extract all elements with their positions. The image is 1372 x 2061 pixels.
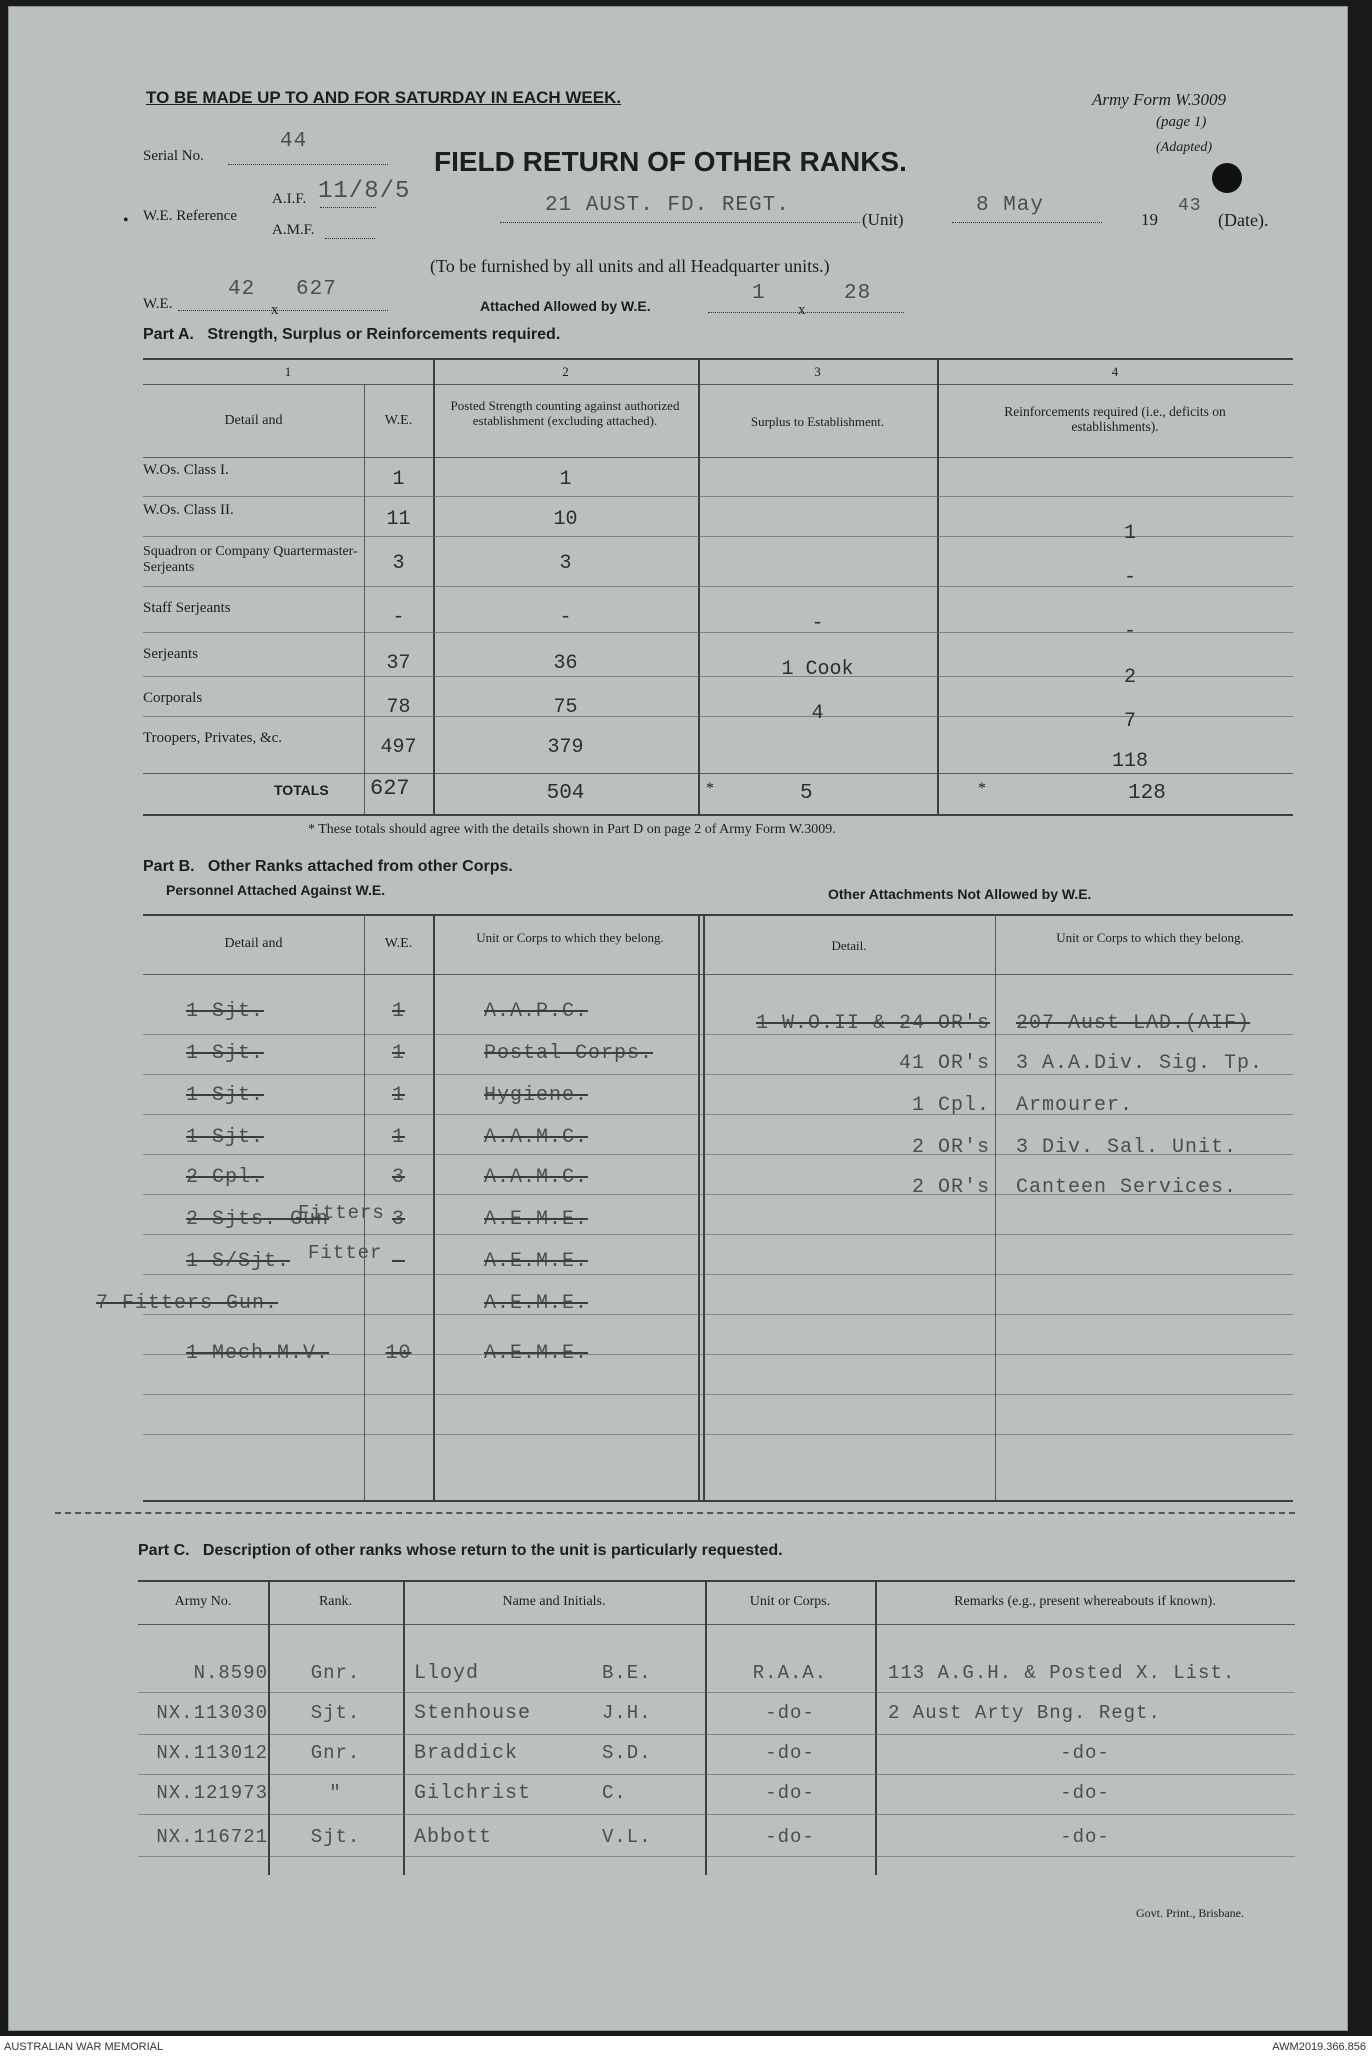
b-header-unit2: Unit or Corps to which they belong. xyxy=(1056,930,1244,945)
army-number: NX.113012 xyxy=(156,1742,268,1764)
row-we-value: 11 xyxy=(386,508,411,531)
surname: Stenhouse xyxy=(414,1702,532,1725)
attached-unit: A.E.M.E. xyxy=(484,1292,589,1315)
fitters-note-2: Fitter xyxy=(308,1242,383,1264)
serial-label: Serial No. xyxy=(143,148,204,164)
header-surplus: Surplus to Establishment. xyxy=(750,414,885,429)
attached-detail: 1 Sjt. xyxy=(186,1042,265,1065)
attached-detail: 1 Sjt. xyxy=(186,1084,265,1107)
attached-unit: Postal Corps. xyxy=(484,1042,654,1065)
row-posted-value: 379 xyxy=(547,736,584,759)
other-attachment-unit: Canteen Services. xyxy=(1016,1176,1238,1199)
row-rule xyxy=(138,1774,1295,1775)
date-label: (Date). xyxy=(1218,210,1269,230)
attached-we: 1 xyxy=(391,1042,405,1065)
row-reinforcement-value: - xyxy=(1123,620,1136,643)
unit-or-corps: -do- xyxy=(765,1826,815,1848)
bullet-dot: • xyxy=(123,212,129,229)
army-number: N.8590 xyxy=(193,1662,268,1684)
unit-or-corps: -do- xyxy=(765,1702,815,1724)
totals-footnote: * These totals should agree with the details shown in Part D on page 2 of Army Form W.3009. xyxy=(308,822,836,837)
row-reinforcement-value: 118 xyxy=(1111,750,1148,773)
remarks: 113 A.G.H. & Posted X. List. xyxy=(888,1662,1236,1684)
part-b-left-subtitle: Personnel Attached Against W.E. xyxy=(166,882,386,898)
unit-or-corps: -do- xyxy=(765,1782,815,1804)
row-rule xyxy=(138,1734,1295,1735)
row-surplus-value: - xyxy=(811,612,824,635)
row-rule xyxy=(143,1234,1293,1235)
row-we-value: 37 xyxy=(386,652,411,675)
b-header-unit: Unit or Corps to which they belong. xyxy=(476,930,664,945)
attached-allowed-label: Attached Allowed by W.E. xyxy=(480,298,651,314)
we-reference-label: W.E. Reference xyxy=(143,208,237,224)
row-rule xyxy=(138,1814,1295,1815)
part-b-title: Part B. Other Ranks attached from other Corps. xyxy=(143,858,513,875)
remarks: -do- xyxy=(1060,1742,1110,1764)
attached-unit: Hygiene. xyxy=(484,1084,589,1107)
unit-or-corps: R.A.A. xyxy=(752,1662,828,1684)
part-c-title: Part C. Description of other ranks whose return to the unit is particularly requested. xyxy=(138,1542,783,1559)
attached-we: 1 xyxy=(391,1000,405,1023)
attached-detail: 1 S/Sjt. xyxy=(186,1250,291,1273)
part-a-title: Part A. Strength, Surplus or Reinforcements required. xyxy=(143,326,561,343)
attached-detail: 7 Fitters Gun. xyxy=(96,1292,279,1315)
col-number-3: 3 xyxy=(814,364,821,379)
army-number: NX.116721 xyxy=(156,1826,268,1848)
army-number: NX.113030 xyxy=(156,1702,268,1724)
initials: B.E. xyxy=(602,1662,652,1684)
row-we-value: 78 xyxy=(386,696,411,719)
other-attachment-detail: 1 Cpl. xyxy=(911,1094,990,1117)
archive-footer xyxy=(0,2036,1372,2061)
surname: Lloyd xyxy=(414,1662,480,1685)
row-detail-label: Corporals xyxy=(143,690,203,706)
col-number-4: 4 xyxy=(1111,364,1119,379)
attached-unit: A.A.M.C. xyxy=(484,1126,589,1149)
row-we-value: 497 xyxy=(380,736,417,759)
attached-we: 1 xyxy=(391,1084,405,1107)
row-reinforcement-value: - xyxy=(1123,566,1136,589)
row-posted-value: 3 xyxy=(559,552,572,575)
row-rule xyxy=(143,1394,1293,1395)
header-detail: Detail and xyxy=(224,413,283,428)
row-rule xyxy=(138,1856,1295,1857)
other-attachment-detail: 41 OR's xyxy=(898,1052,990,1075)
attached-we: 3 xyxy=(391,1166,405,1189)
initials: J.H. xyxy=(602,1702,652,1724)
attached-value-b: 28 xyxy=(844,282,872,305)
remarks: -do- xyxy=(1060,1782,1110,1804)
part-b-right-subtitle: Other Attachments Not Allowed by W.E. xyxy=(828,886,1092,902)
attached-detail: 1 Sjt. xyxy=(186,1126,265,1149)
b-header-detail2: Detail. xyxy=(831,938,867,953)
initials: V.L. xyxy=(602,1826,652,1848)
c-header-rank: Rank. xyxy=(318,1594,353,1609)
we-value-a: 42 xyxy=(228,278,256,301)
totals-surplus: 5 xyxy=(800,782,813,805)
other-attachment-unit: Armourer. xyxy=(1016,1094,1134,1117)
row-rule xyxy=(138,1692,1295,1693)
year-value: 43 xyxy=(1178,196,1202,216)
surname: Abbott xyxy=(414,1826,493,1849)
totals-posted: 504 xyxy=(546,782,585,805)
c-header-name: Name and Initials. xyxy=(502,1594,606,1609)
row-surplus-value: 4 xyxy=(811,702,824,725)
rank: Sjt. xyxy=(310,1702,361,1724)
attached-unit: A.A.M.C. xyxy=(484,1166,589,1189)
footer-right: AWM2019.366.856 xyxy=(1272,2041,1366,2053)
col-number-1: 1 xyxy=(284,364,292,379)
attached-detail: 1 Sjt. xyxy=(186,1000,265,1023)
other-attachment-unit: 3 A.A.Div. Sig. Tp. xyxy=(1016,1052,1264,1075)
attached-unit: A.E.M.E. xyxy=(484,1250,589,1273)
totals-star-1: * xyxy=(706,780,714,797)
we-value-b: 627 xyxy=(296,278,337,301)
unit-value: 21 AUST. FD. REGT. xyxy=(545,194,790,217)
row-posted-value: - xyxy=(559,606,572,629)
row-detail-label: W.Os. Class II. xyxy=(143,502,234,518)
row-posted-value: 10 xyxy=(553,508,578,531)
totals-we: 627 xyxy=(370,776,410,801)
totals-reinf: 128 xyxy=(1128,782,1166,805)
row-surplus-value: 1 Cook xyxy=(781,658,854,681)
page-title: FIELD RETURN OF OTHER RANKS. xyxy=(434,146,907,177)
attached-detail: 2 Sjts. Gun xyxy=(186,1208,330,1231)
row-we-value: - xyxy=(392,606,405,629)
we-x-mark: x xyxy=(271,302,279,318)
b-header-we: W.E. xyxy=(384,936,413,951)
initials: C. xyxy=(602,1782,627,1804)
header-posted-strength: Posted Strength counting against authorized establishment (excluding attached). xyxy=(450,398,680,428)
attached-x-mark: x xyxy=(798,302,806,318)
adapted-label: (Adapted) xyxy=(1156,140,1212,155)
rank: " xyxy=(329,1782,342,1804)
we-label: W.E. xyxy=(143,296,173,312)
totals-label: TOTALS xyxy=(274,782,329,798)
surname: Braddick xyxy=(414,1742,519,1765)
row-we-value: 1 xyxy=(392,468,405,491)
row-reinforcement-value: 2 xyxy=(1123,666,1136,689)
unit-or-corps: -do- xyxy=(765,1742,815,1764)
row-detail-label: Staff Serjeants xyxy=(143,600,231,616)
aif-value: 11/8/5 xyxy=(318,178,411,205)
attached-detail: 2 Cpl. xyxy=(186,1166,265,1189)
year-prefix: 19 xyxy=(1141,210,1158,229)
row-we-value: 3 xyxy=(392,552,405,575)
other-attachment-detail: 1 W.O.II & 24 OR's xyxy=(755,1012,990,1035)
row-rule xyxy=(143,1434,1293,1435)
serial-value: 44 xyxy=(280,130,308,153)
rank: Gnr. xyxy=(310,1742,361,1764)
furnish-note: (To be furnished by all units and all Headquarter units.) xyxy=(430,256,830,276)
instruction-text: TO BE MADE UP TO AND FOR SATURDAY IN EACH WEEK. xyxy=(146,88,622,107)
initials: S.D. xyxy=(602,1742,652,1764)
other-attachment-detail: 2 OR's xyxy=(911,1176,990,1199)
row-detail-label: Squadron or Company Quartermaster-Serjeants xyxy=(143,544,358,575)
totals-star-2: * xyxy=(978,780,986,797)
attached-detail: 1 Mech.M.V. xyxy=(186,1342,330,1365)
header-reinforcements: Reinforcements required (i.e., deficits on establishments). xyxy=(1004,404,1226,434)
surname: Gilchrist xyxy=(414,1782,532,1805)
header-we: W.E. xyxy=(384,413,413,428)
row-detail-label: W.Os. Class I. xyxy=(143,462,229,478)
col-number-2: 2 xyxy=(562,364,569,379)
other-attachment-detail: 2 OR's xyxy=(911,1136,990,1159)
punch-hole xyxy=(1212,163,1242,193)
row-detail-label: Troopers, Privates, &c. xyxy=(143,730,283,746)
c-header-unit: Unit or Corps. xyxy=(749,1594,831,1609)
amf-label: A.M.F. xyxy=(272,222,315,238)
footer-left: AUSTRALIAN WAR MEMORIAL xyxy=(4,2041,164,2053)
fitters-note-1: Fitters xyxy=(298,1202,385,1224)
other-attachment-unit: 207 Aust LAD.(AIF) xyxy=(1016,1012,1251,1035)
row-posted-value: 75 xyxy=(553,696,578,719)
attached-we: 3 xyxy=(391,1208,405,1231)
row-reinforcement-value: 1 xyxy=(1123,522,1136,545)
remarks: -do- xyxy=(1060,1826,1110,1848)
c-header-remarks: Remarks (e.g., present whereabouts if known). xyxy=(954,1594,1216,1609)
row-posted-value: 36 xyxy=(553,652,578,675)
rank: Gnr. xyxy=(310,1662,361,1684)
b-header-detail: Detail and xyxy=(224,936,283,951)
attached-value-a: 1 xyxy=(752,282,766,305)
row-posted-value: 1 xyxy=(559,468,572,491)
other-attachment-unit: 3 Div. Sal. Unit. xyxy=(1016,1136,1238,1159)
printer-credit: Govt. Print., Brisbane. xyxy=(1136,1906,1244,1920)
row-detail-label: Serjeants xyxy=(143,646,198,662)
army-number: NX.121973 xyxy=(156,1782,268,1804)
page-label: (page 1) xyxy=(1156,114,1207,130)
attached-we: - xyxy=(391,1250,405,1273)
attached-we: 1 xyxy=(391,1126,405,1149)
row-rule xyxy=(143,1274,1293,1275)
unit-label: (Unit) xyxy=(862,210,904,229)
remarks: 2 Aust Arty Bng. Regt. xyxy=(888,1702,1161,1724)
army-form-label: Army Form W.3009 xyxy=(1092,90,1226,109)
row-rule xyxy=(143,496,1293,497)
date-value: 8 May xyxy=(976,194,1045,217)
aif-label: A.I.F. xyxy=(272,191,307,207)
attached-unit: A.E.M.E. xyxy=(484,1208,589,1231)
attached-unit: A.E.M.E. xyxy=(484,1342,589,1365)
row-rule xyxy=(143,1314,1293,1315)
row-reinforcement-value: 7 xyxy=(1123,710,1136,733)
c-header-army-no: Army No. xyxy=(174,1594,232,1609)
attached-unit: A.A.P.C. xyxy=(484,1000,589,1023)
rank: Sjt. xyxy=(310,1826,361,1848)
attached-we: 10 xyxy=(385,1342,412,1365)
